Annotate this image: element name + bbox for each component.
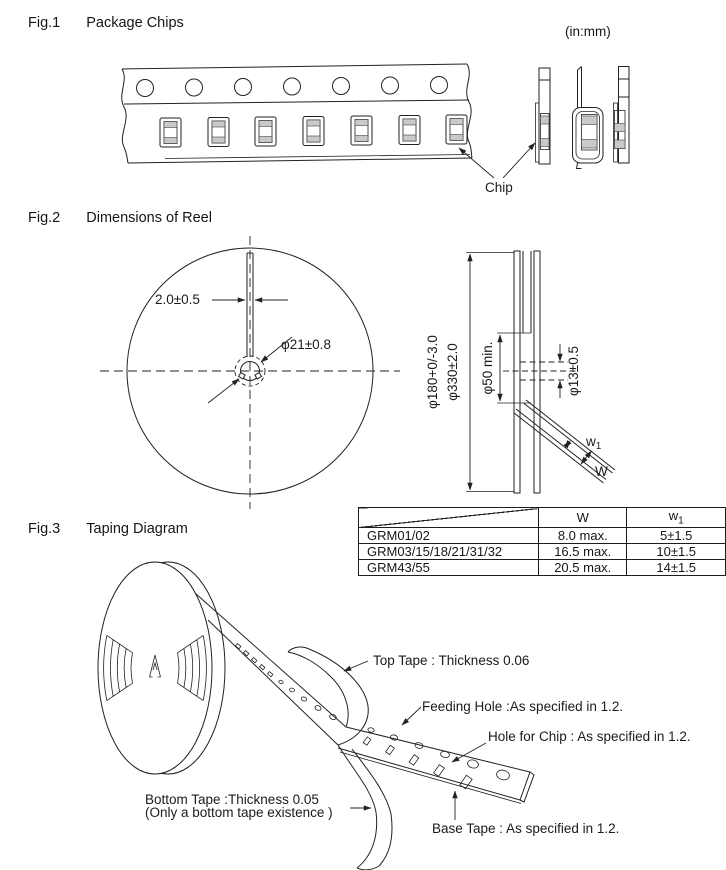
fig3-label: Fig.3 xyxy=(28,521,61,537)
arbor-dia-label: φ13±0.5 xyxy=(566,346,581,396)
w-cell: 16.5 max. xyxy=(539,543,627,559)
bottom-tape-label-line1: Bottom Tape :Thickness 0.05 xyxy=(145,792,319,807)
fig1-carrier-tape-drawing xyxy=(122,64,629,195)
bottom-tape-ribbon xyxy=(338,745,392,870)
base-tape-label: Base Tape : As specified in 1.2. xyxy=(432,821,620,836)
chip-pocket xyxy=(446,115,467,144)
chip-pocket xyxy=(255,117,276,146)
w1-cell: 5±1.5 xyxy=(627,527,726,543)
series-cell: GRM01/02 xyxy=(359,527,539,543)
series-cell: GRM03/15/18/21/31/32 xyxy=(359,543,539,559)
series-cell: GRM43/55 xyxy=(359,559,539,575)
reel-dia-330-label: φ330±2.0 xyxy=(445,343,460,401)
fig2-reel-side-view xyxy=(425,251,615,493)
slot-width-label: 2.0±0.5 xyxy=(155,292,200,307)
chip-pocket xyxy=(399,116,420,145)
units-note: (in:mm) xyxy=(565,24,611,39)
table-col-w: W xyxy=(539,508,627,528)
fig2-title: Dimensions of Reel xyxy=(86,210,212,226)
sprocket-holes xyxy=(137,77,448,97)
chip-pocket xyxy=(303,117,324,146)
hub-min-dia-label: φ50 min. xyxy=(480,341,495,395)
bottom-tape-label-line2: (Only a bottom tape existence ) xyxy=(145,805,333,820)
chip-callout-label: Chip xyxy=(485,180,513,195)
w-cell: 20.5 max. xyxy=(539,559,627,575)
chip-pocket xyxy=(351,116,372,145)
chip-pocket xyxy=(160,118,181,147)
fig1-title: Package Chips xyxy=(86,15,184,31)
reel-dia-180-label: φ180+0/-3.0 xyxy=(425,335,440,409)
hub-diameter-label: φ21±0.8 xyxy=(281,337,331,352)
w1-cell: 14±1.5 xyxy=(627,559,726,575)
w1-cell: 10±1.5 xyxy=(627,543,726,559)
chip-callout xyxy=(459,143,535,195)
feeding-hole-label: Feeding Hole :As specified in 1.2. xyxy=(422,699,624,714)
fig2-label: Fig.2 xyxy=(28,210,61,226)
chip-pockets xyxy=(160,115,467,147)
fig3-taping-diagram xyxy=(98,562,691,870)
tape-exit-lines xyxy=(514,400,616,483)
tape-w-label: W xyxy=(595,464,608,479)
top-tape-ribbon xyxy=(288,647,368,745)
slot-width-dimension xyxy=(155,292,288,307)
tape-w1-label: $w_1$ xyxy=(586,434,602,452)
tape-side-view-middle xyxy=(573,67,604,169)
fig1-label: Fig.1 xyxy=(28,15,61,31)
chip-pocket xyxy=(208,118,229,147)
table-col-w1: $w_1$ xyxy=(627,508,726,528)
top-tape-label: Top Tape : Thickness 0.06 xyxy=(373,653,530,668)
fig3-title: Taping Diagram xyxy=(86,521,188,537)
w-cell: 8.0 max. xyxy=(539,527,627,543)
fig2-reel-front-view xyxy=(100,236,400,509)
hole-for-chip-label: Hole for Chip : As specified in 1.2. xyxy=(488,729,691,744)
hub-diameter-dimension xyxy=(208,337,331,403)
tape-side-view-left xyxy=(536,68,551,164)
tape-side-view-right xyxy=(614,67,630,164)
